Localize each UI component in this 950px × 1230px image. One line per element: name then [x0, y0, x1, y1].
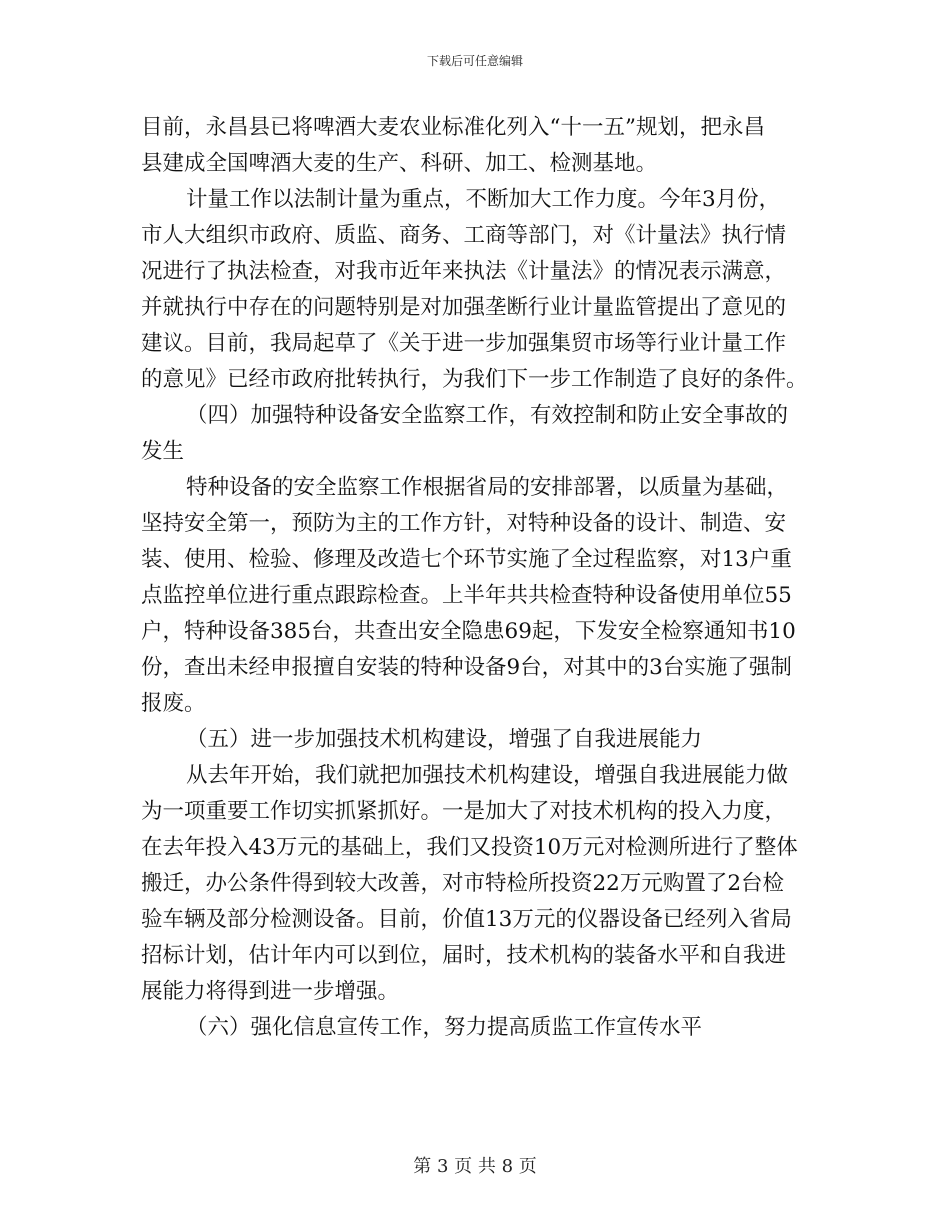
text-line: 况进行了执法检查，对我市近年来执法《计量法》的情况表示满意，	[141, 259, 787, 284]
text-line: 为一项重要工作切实抓紧抓好。一是加大了对技术机构的投入力度，	[141, 799, 787, 824]
text-line: 从去年开始，我们就把加强技术机构建设，增强自我进展能力做	[186, 763, 789, 788]
text-line: （六）强化信息宣传工作，努力提高质监工作宣传水平	[186, 1015, 703, 1040]
text-line: 装、使用、检验、修理及改造七个环节实施了全过程监察，对13户重	[141, 547, 792, 572]
text-line: 点监控单位进行重点跟踪检查。上半年共共检查特种设备使用单位55	[141, 583, 792, 608]
text-line: 展能力将得到进一步增强。	[141, 979, 400, 1004]
text-line: 建议。目前，我局起草了《关于进一步加强集贸市场等行业计量工作	[141, 331, 787, 356]
text-line: 验车辆及部分检测设备。目前，价值13万元的仪器设备已经列入省局	[141, 907, 792, 932]
text-line: 搬迁，办公条件得到较大改善，对市特检所投资22万元购置了2台检	[141, 871, 785, 896]
text-line: 发生	[141, 439, 185, 464]
text-line: 并就执行中存在的问题特别是对加强垄断行业计量监管提出了意见的	[141, 295, 787, 320]
text-line: 县建成全国啤酒大麦的生产、科研、加工、检测基地。	[141, 151, 658, 176]
text-line: （四）加强特种设备安全监察工作，有效控制和防止安全事故的	[186, 403, 789, 428]
text-line: 坚持安全第一，预防为主的工作方针，对特种设备的设计、制造、安	[141, 511, 787, 536]
document-body	[141, 110, 813, 1046]
text-line: （五）进一步加强技术机构建设，增强了自我进展能力	[186, 727, 703, 752]
text-line: 份，查出未经申报擅自安装的特种设备9台，对其中的3台实施了强制	[141, 655, 792, 680]
page-header: 下载后可任意编辑	[426, 54, 523, 68]
text-line: 的意见》已经市政府批转执行，为我们下一步工作制造了良好的条件。	[141, 367, 808, 392]
page-number-footer: 第 3 页 共 8 页	[413, 1156, 537, 1177]
text-line: 在去年投入43万元的基础上，我们又投资10万元对检测所进行了整体	[141, 835, 798, 860]
text-line: 目前，永昌县已将啤酒大麦农业标准化列入“十一五”规划，把永昌	[141, 115, 765, 140]
text-line: 报废。	[141, 691, 206, 716]
text-line: 市人大组织市政府、质监、商务、工商等部门，对《计量法》执行情	[141, 223, 787, 248]
text-line: 户，特种设备385台，共查出安全隐患69起，下发安全检察通知书10	[141, 619, 796, 644]
text-line: 计量工作以法制计量为重点，不断加大工作力度。今年3月份，	[186, 187, 781, 212]
text-line: 招标计划，估计年内可以到位，届时，技术机构的装备水平和自我进	[141, 943, 787, 968]
text-line: 特种设备的安全监察工作根据省局的安排部署，以质量为基础，	[186, 475, 789, 500]
